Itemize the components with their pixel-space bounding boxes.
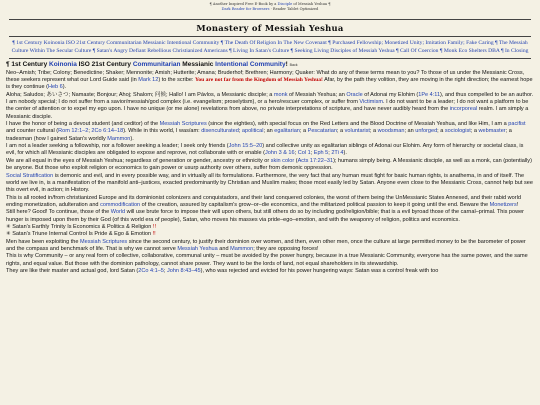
victimism-link[interactable]: Victimism <box>359 99 384 106</box>
scriptures-link[interactable]: Messiah Scriptures <box>159 121 207 128</box>
bullet-text: ✳ Satan's Earthly Trinity Is Economics & Politics & Religion <box>6 223 153 230</box>
webmaster-link[interactable]: webmaster <box>478 128 506 135</box>
woodsman-link[interactable]: woodsman <box>377 128 405 135</box>
text: We are all equal in the eyes of Messiah Yeshua; regardless of generation or gender, ancestry or ethnicity or <box>6 157 271 164</box>
toc-item[interactable]: ¶ Seeking Living Disciples of Messiah Yeshua <box>290 47 395 54</box>
text: They are like their master and actual god, lord Satan ( <box>6 267 139 274</box>
toc-item[interactable]: ¶ In Closing <box>501 47 529 54</box>
scripture-link[interactable]: 1Pe 4:11 <box>418 91 441 98</box>
oracle-link[interactable]: Oracle <box>346 91 363 98</box>
text: I am nobody special; I do not suffer from a savior/messiah/god complex (i.e. evangelism; proselytism), or a hero/rescuer complex, or suffer from <box>6 99 360 106</box>
sociologist-link[interactable]: sociologist <box>444 128 471 135</box>
text: ; <box>238 128 242 135</box>
pescatarian-link[interactable]: Pescatarian <box>307 128 337 135</box>
bullet-mark: !! <box>152 231 156 238</box>
incorporeal-link[interactable]: incorporeal <box>449 106 478 113</box>
paragraph <box>6 268 534 275</box>
koinonia-link[interactable]: Koinonia <box>49 61 77 69</box>
text: is demonic and evil, and in every possible way, and in virtually all its formulations. Furthermore, the very fact that any human must fight for basic human rights, is anathema, in and of itself. The world we live in, is a manifestation of the manifold anti–justices, exacted predominantly by Christian and Muslim males; those most easily led by Satan. Anyone even close to the Messianic Cross, cannot help but see this overt evil, in action; in History. <box>6 172 533 194</box>
paragraph <box>6 173 534 195</box>
text: I have the honor of being a devout student (and ceditor) of the <box>6 121 160 128</box>
paragraph <box>6 239 534 254</box>
text: ( <box>294 157 298 164</box>
disenculturated-link[interactable]: disenculturated <box>201 128 239 135</box>
scripture-link[interactable]: Heb 6 <box>47 84 63 91</box>
scripture-link[interactable]: John 8:43–45 <box>166 267 201 274</box>
paragraph <box>6 92 534 99</box>
text: Still here? Good! To continue, those of the <box>6 209 111 216</box>
paragraph <box>6 99 534 121</box>
text: ) and collective unity as egalitarian siblings of Adonai our Elohim. Any form of hierarchy or societal class, is evil, for which all Messianic disciples are obligated to expose and reprove, not collaborate with or enable ( <box>6 143 524 157</box>
table-of-contents <box>9 40 531 59</box>
text: ; <box>294 150 298 157</box>
unforged-link[interactable]: unforged <box>415 128 438 135</box>
toc-item[interactable]: ¶ The Death Of Religion In The New Covenant <box>220 40 327 46</box>
text: ); humans simply being. A Messianic disciple, as well as a monk, can (potentially) be anyone. But those who exploit religion or economics to gain power or usurp authority over others, suffer from demonic oppression. <box>6 157 532 172</box>
scripture-link[interactable]: 2Co 4:1–5 <box>138 267 164 274</box>
scripture-link[interactable]: Col 1 <box>297 150 311 157</box>
toc-item[interactable]: ¶ The Messiah Culture Within The Secular Culture <box>11 40 528 54</box>
text: of Adonai my Elohim ( <box>362 91 419 98</box>
toc-item[interactable]: ¶ Satan's Angry Defiant Rebellious Christianized Americans <box>92 47 228 54</box>
messiah-yeshua-link[interactable]: Messiah Yeshua <box>177 245 218 252</box>
voluntarist-link[interactable]: voluntarist <box>344 128 370 135</box>
scripture-link[interactable]: 2Co 6:14–18 <box>91 128 124 135</box>
page-title: Monastery of Messiah Yeshua <box>9 19 531 37</box>
article-body <box>6 61 534 275</box>
paragraph <box>6 121 534 143</box>
text: . I do not want to be a leader; I do not want a platform to be the center of attention or to expel my ego upon. I have no unique (or me alone) revelations from above, no private interpretations of scripture, and have never audibly heard from the <box>6 99 529 113</box>
text: ! <box>516 201 519 208</box>
world-link[interactable]: World <box>110 209 126 216</box>
text: ; a <box>299 128 308 135</box>
byline-text-end: of Messiah Yeshua ¶ <box>293 2 331 6</box>
text: ). <box>62 84 67 91</box>
text: ), and thus compelled to be an author. <box>440 91 534 98</box>
text: ; <box>163 267 167 274</box>
text: ; <box>88 128 92 135</box>
bullet-mark: !! <box>152 223 156 230</box>
text: ; an <box>263 128 275 135</box>
text: since the second century, to justify their dominion over women, and then, even other men, once the culture at large permitted money to be the barometer of power and the compass and benchmark of life. That is why we cannot serve <box>6 238 526 252</box>
text: Aloha; Saludos; あいさつ; Namaste; Bonjour; Ahoj; Shalom; 问候; Hallo! I am Pávlos, a Messianic disciple; a <box>6 91 274 98</box>
scripture-link[interactable]: John 15:5–20 <box>228 143 263 150</box>
text: This is all rooted in/from christianized Europe and its dominionist colonizers and conquistadors, and their land conquered colonies, the worst of them being the UnMessianic States Annexed, and their rabid world ending monetization, adulteration and <box>6 194 521 208</box>
text: ; they are opposing forces! <box>253 245 319 252</box>
red-letter-quote: You are not far from the Kingdom of Messiah Yeshua! <box>195 77 323 84</box>
paragraph <box>6 195 534 210</box>
text: ). <box>343 150 347 157</box>
disciple-link[interactable]: Disciple <box>277 2 293 6</box>
paragraph <box>6 158 534 173</box>
scriptures-link[interactable]: Messiah Scriptures <box>80 238 128 245</box>
text: of Messiah Yeshua; an <box>287 91 347 98</box>
bullet-item <box>6 231 534 238</box>
text: ; a <box>369 128 378 135</box>
skin-color-link[interactable]: skin color <box>270 157 295 164</box>
communitarian-link[interactable]: Communitarian <box>132 61 181 69</box>
toc-item[interactable]: ¶ Purchased Fellowship; Monetized Unity; Imitation Family; Fake Caring <box>328 40 494 46</box>
tablet-note: · Reader Tablet Optimized <box>270 7 319 11</box>
intentional-community-link[interactable]: Intentional Community <box>215 61 286 69</box>
scripture-link[interactable]: Rom 12:1–2 <box>58 128 89 135</box>
scripture-link[interactable]: Acts 17:22–31 <box>297 157 334 164</box>
paragraph <box>6 143 534 158</box>
text: ; a <box>437 128 445 135</box>
text: Men have been exploiting the <box>6 238 81 245</box>
heading-text: ISO 21st Century <box>76 61 133 69</box>
text: (since the eighties), with special focus on the Red Letters and the Blood Doctrine of Messiah Yeshua, and like Him, I am a <box>206 121 509 128</box>
text: Neo–Amish; Tribe; Colony; Benedictine; Shaker; Mennonite; Amish; Hutterite; Amana; Bruderhof; Brethren; Harmony; Quaker: What do any of these terms mean to you? To those of us under the Messianic Cross, these seekers represent what our Lord Guide said (in <box>6 69 525 84</box>
toc-item[interactable]: ¶ Living In Satan's Culture <box>229 47 290 54</box>
text: of the creation, assured by capitalism's grow–or–die economics, and the militarized political passion to keep it going until the end. Beware the <box>140 201 490 208</box>
bullet-text: ✳ Satan's Triune Internal Control Is Pride & Ego & Emotion <box>6 231 153 238</box>
paragraph <box>6 253 534 268</box>
paragraph <box>6 70 534 92</box>
text: ; <box>328 150 332 157</box>
text: ). While in this world, I was/am: <box>123 128 202 135</box>
mammon-link[interactable]: Mammon <box>230 245 254 252</box>
text: will use brute force to impose their will upon others, but still others do so by including god/religion/bible; that is a evil byroad those of the carnal–primal. This power hunger is imposed upon them by their God (of this world era of people), Satan, who moves his masses via pride–ego–emotion, and with the weaponry of religion, politics and economics. <box>6 209 525 223</box>
toc-item[interactable]: ¶ Call Of Coercion <box>396 47 439 54</box>
monetizers-link[interactable]: Monetizers <box>489 201 517 208</box>
toc-item[interactable]: ¶ 1st Century Koinonia ISO 21st Century Communitarian Messianic Intentional Community <box>12 40 220 46</box>
scripture-link[interactable]: Mark 12 <box>138 77 159 84</box>
monk-link[interactable]: monk <box>273 91 288 98</box>
text: ), who was rejected and evicted for his power hungering ways: Satan was a control freak with too <box>200 267 439 274</box>
social-stratification-link[interactable]: Social Stratification <box>6 172 54 179</box>
heading-text: Messianic <box>180 61 216 69</box>
back-link[interactable]: Back <box>289 63 298 68</box>
section-heading <box>6 61 534 70</box>
top-header <box>0 0 540 12</box>
paragraph <box>6 209 534 224</box>
scripture-link[interactable]: Eph 5 <box>313 150 329 157</box>
commodification-link[interactable]: commodification <box>100 201 141 208</box>
text: ) to the scribe: <box>158 77 196 84</box>
text: ; a <box>470 128 479 135</box>
text: ). <box>130 135 134 142</box>
text: ; a <box>336 128 345 135</box>
text: ; a tradesman (how I gained Satan's worldly <box>6 128 512 142</box>
text: and <box>217 245 231 252</box>
byline-text: ¶ Another Inspired Free E-Book by a <box>209 2 277 6</box>
apolitical-link[interactable]: apolitical <box>241 128 264 135</box>
scripture-link[interactable]: 2Ti 4 <box>331 150 344 157</box>
top-reader-options <box>0 7 540 12</box>
text: This is why Community – or any real form of collective, collaborative, communal unity – must be avoided by the power hungry, because in a true Messianic Community, everyone has the same power, and the same rights, and equal value. But those with the dominion pathology, cannot share power. They want to be the lords of land, not equal shareholders in its stewardship. <box>6 253 528 267</box>
pacifist-link[interactable]: pacifist <box>508 121 526 128</box>
toc-item[interactable]: ¶ Monk Eco Shelters DBA <box>439 47 500 54</box>
heading-text: ! <box>285 61 288 69</box>
heading-text: ¶ 1st Century <box>6 61 49 69</box>
text: ; an <box>404 128 416 135</box>
dark-reader-link[interactable]: Dark Reader for Browsers <box>221 7 270 11</box>
scripture-link[interactable]: John 3 & 16 <box>265 150 295 157</box>
text: Afar, by the path they volition, they are moving in the right direction; the earnest hope is they continue ( <box>6 77 533 91</box>
egalitarian-link[interactable]: egalitarian <box>274 128 300 135</box>
mammon-link[interactable]: Mammon <box>107 135 131 142</box>
text: ; <box>310 150 314 157</box>
text: I am not a leader seeking a followship, nor a follower seeking a leader; I seek only friends ( <box>6 143 229 150</box>
text: and counter cultural ( <box>6 128 59 135</box>
text: realm. I am simply a Messianic disciple. <box>6 106 529 120</box>
